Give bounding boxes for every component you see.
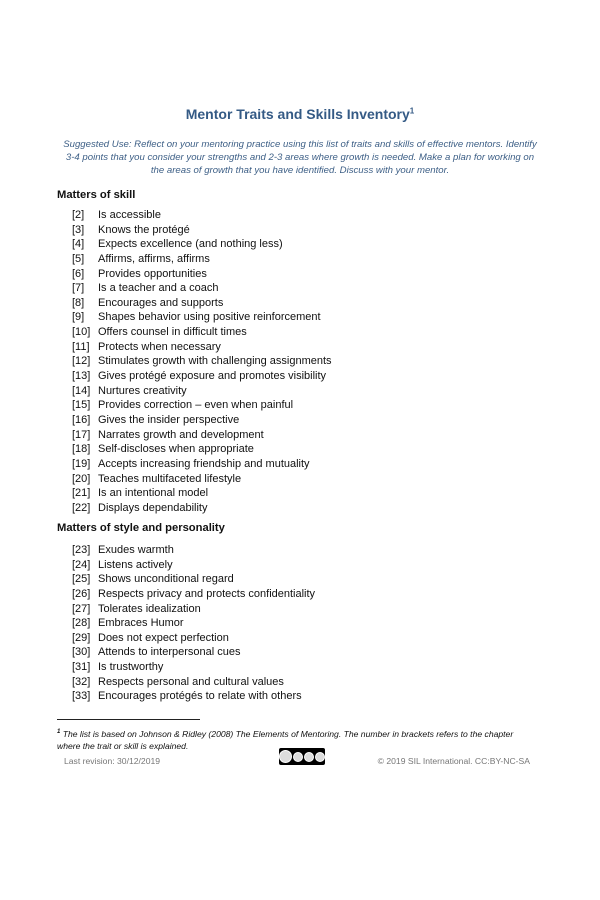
list-item [72, 398, 332, 413]
trait-text: Gives the insider perspective [98, 413, 240, 426]
list-item [72, 457, 332, 472]
list-item [72, 543, 315, 558]
list-item [72, 472, 332, 487]
chapter-number: [17] [72, 428, 91, 441]
trait-text: Is an intentional model [98, 487, 209, 500]
list-item [72, 486, 332, 501]
list-item [72, 296, 332, 311]
chapter-number: [28] [72, 617, 91, 630]
chapter-number: [30] [72, 646, 91, 659]
footnote-divider [57, 719, 200, 720]
list-item [72, 428, 332, 443]
list-item [72, 413, 332, 428]
trait-text: Exudes warmth [98, 544, 174, 556]
chapter-number: [16] [72, 413, 91, 426]
list-item [72, 558, 315, 573]
skill-list [72, 208, 332, 515]
chapter-number: [13] [72, 370, 91, 383]
list-item [72, 631, 315, 646]
trait-text: Does not expect perfection [98, 631, 229, 644]
title-text: Mentor Traits and Skills Inventory [185, 106, 410, 122]
list-item [72, 354, 332, 369]
chapter-number: [26] [72, 587, 91, 600]
list-item [72, 645, 315, 660]
list-item [72, 602, 315, 617]
trait-text: Is trustworthy [98, 661, 164, 674]
chapter-number: [11] [72, 340, 90, 353]
chapter-number: [33] [72, 690, 91, 703]
list-item [72, 310, 332, 325]
trait-text: Expects excellence (and nothing less) [98, 238, 283, 251]
cc-license-icon [279, 748, 325, 765]
section-heading-skill: Matters of skill [57, 189, 136, 201]
chapter-number: [5] [72, 252, 85, 265]
chapter-number: [9] [72, 311, 85, 324]
chapter-number: [29] [72, 631, 91, 644]
chapter-number: [21] [72, 487, 91, 500]
trait-text: Respects privacy and protects confidentiality [98, 587, 316, 600]
chapter-number: [7] [72, 282, 85, 295]
trait-text: Narrates growth and development [98, 428, 264, 441]
trait-text: Stimulates growth with challenging assignments [98, 355, 332, 368]
chapter-number: [14] [72, 384, 91, 397]
chapter-number: [12] [72, 355, 91, 368]
chapter-number: [4] [72, 238, 85, 251]
trait-text: Protects when necessary [98, 340, 221, 353]
list-item [72, 208, 332, 223]
trait-text: Self-discloses when appropriate [98, 443, 254, 456]
trait-text: Listens actively [98, 558, 173, 571]
chapter-number: [25] [72, 573, 91, 586]
list-item [72, 442, 332, 457]
trait-text: Encourages protégés to relate with others [98, 690, 302, 703]
copyright: © 2019 SIL International. CC:BY-NC-SA [377, 756, 530, 766]
chapter-number: [22] [72, 501, 91, 514]
trait-text: Gives protégé exposure and promotes visibility [98, 370, 327, 383]
chapter-number: [15] [72, 399, 91, 412]
trait-text: Accepts increasing friendship and mutuality [98, 457, 310, 470]
chapter-number: [27] [72, 602, 91, 615]
chapter-number: [18] [72, 443, 91, 456]
chapter-number: [10] [72, 326, 91, 339]
list-item [72, 587, 315, 602]
list-item [72, 325, 332, 340]
list-item [72, 281, 332, 296]
list-item [72, 252, 332, 267]
chapter-number: [6] [72, 267, 85, 280]
list-item [72, 340, 332, 355]
chapter-number: [3] [72, 223, 85, 236]
trait-text: Teaches multifaceted lifestyle [98, 472, 242, 485]
chapter-number: [19] [72, 457, 91, 470]
last-revision: Last revision: 30/12/2019 [64, 756, 161, 766]
list-item [72, 237, 332, 252]
list-item [72, 616, 315, 631]
trait-text: Offers counsel in difficult times [98, 326, 247, 339]
chapter-number: [20] [72, 472, 91, 485]
style-list [72, 543, 315, 704]
trait-text: Shapes behavior using positive reinforcement [98, 311, 321, 324]
trait-text: Displays dependability [98, 501, 208, 514]
footnote-mark: 1 [57, 729, 61, 735]
trait-text: Provides opportunities [98, 267, 207, 280]
trait-text: Is a teacher and a coach [98, 282, 219, 295]
section-heading-style: Matters of style and personality [57, 522, 225, 534]
list-item [72, 223, 332, 238]
list-item [72, 501, 332, 516]
trait-text: Provides correction – even when painful [98, 399, 294, 412]
list-item [72, 689, 315, 704]
footnote-mark: 1 [409, 106, 415, 116]
list-item [72, 369, 332, 384]
list-item [72, 660, 315, 675]
chapter-number: [31] [72, 661, 91, 674]
list-item [72, 267, 332, 282]
trait-text: Knows the protégé [98, 223, 190, 236]
chapter-number: [24] [72, 558, 91, 571]
trait-text: Respects personal and cultural values [98, 675, 284, 688]
list-item [72, 384, 332, 399]
suggested-use: Suggested Use: Reflect on your mentoring practice using this list of traits and skills of effective mentors. Identify 3-4 points that you consider your strengths and 2-3 areas where growth is needed. Make a plan for working on the areas of growth that you have identified. Discuss with your mentor. [63, 139, 537, 176]
trait-text: Tolerates idealization [98, 602, 201, 615]
chapter-number: [23] [72, 544, 91, 556]
trait-text: Affirms, affirms, affirms [98, 252, 210, 265]
trait-text: Attends to interpersonal cues [98, 646, 241, 659]
footnote-text: The list is based on Johnson & Ridley (2008) The Elements of Mentoring. The number in brackets refers to the chapter where the trait or skill is explained. [57, 728, 514, 751]
chapter-number: [2] [72, 209, 85, 221]
chapter-number: [8] [72, 296, 85, 309]
trait-text: Embraces Humor [98, 617, 184, 630]
list-item [72, 572, 315, 587]
trait-text: Encourages and supports [98, 296, 224, 309]
list-item [72, 675, 315, 690]
trait-text: Shows unconditional regard [98, 573, 234, 586]
chapter-number: [32] [72, 675, 91, 688]
trait-text: Nurtures creativity [98, 384, 187, 397]
trait-text: Is accessible [98, 209, 161, 221]
page-title [0, 106, 600, 122]
